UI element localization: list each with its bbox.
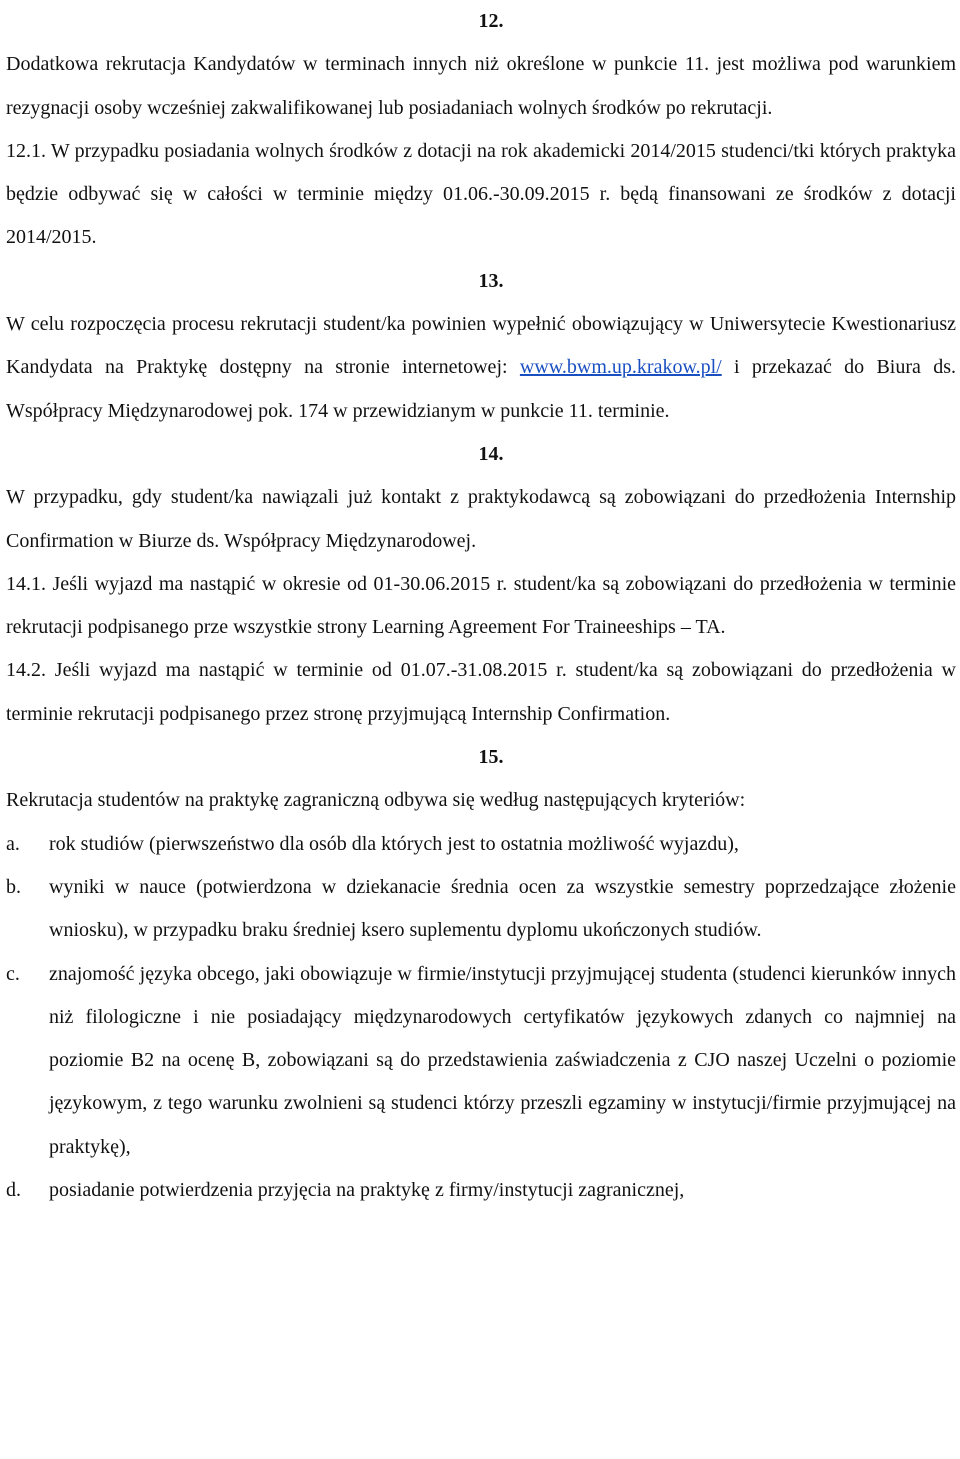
section-14-paragraph: W przypadku, gdy student/ka nawiązali już kontakt z praktykodawcą są zobowiązani do przedłożenia Internship Confirmation w Biurze ds. Współpracy Międzynarodowej. [6, 486, 956, 552]
section-12-heading: 12. [478, 10, 504, 32]
section-14-1-paragraph: 14.1. Jeśli wyjazd ma nastąpić w okresie od 01-30.06.2015 r. student/ka są zobowiązani do przedłożenia w terminie rekrutacji podpisanego prze wszystkie strony Learning Agreement For Traineeships – TA. [6, 572, 956, 639]
list-item-text: rok studiów (pierwszeństwo dla osób dla których jest to ostatnia możliwość wyjazdu), [49, 832, 739, 855]
section-15-heading: 15. [478, 746, 504, 769]
section-12-paragraph: Dodatkowa rekrutacja Kandydatów w terminach innych niż określone w punkcie 11. jest możliwa pod warunkiem rezygnacji osoby wcześniej zakwalifikowanej lub posiadaniach wolnych środków po rekrutacji. [6, 53, 956, 119]
document-page [6, 0, 956, 1212]
list-item-text: posiadanie potwierdzenia przyjęcia na praktykę z firmy/instytucji zagranicznej, [49, 1179, 685, 1202]
list-marker: b. [6, 875, 21, 898]
section-13-text-after: i przekazać do Biura ds. Współpracy Międzynarodowej pok. 174 w przewidzianym w punkcie 11. terminie. [6, 356, 956, 422]
list-marker: c. [6, 962, 20, 985]
section-12-1-paragraph: 12.1. W przypadku posiadania wolnych środków z dotacji na rok akademicki 2014/2015 studenci/tki których praktyka będzie odbywać się w całości w terminie między 01.06.-30.09.2015 r. będą finansowani ze środków z dotacji 2014/2015. [6, 139, 956, 249]
section-13-heading: 13. [478, 269, 504, 292]
list-marker: d. [6, 1179, 21, 1202]
section-13-text-before: W celu rozpoczęcia procesu rekrutacji student/ka powinien wypełnić obowiązujący w Uniwersytecie Kwestionariusz Kandydata na Praktykę dostępny na stronie internetowej: [6, 313, 956, 379]
section-14-2-paragraph: 14.2. Jeśli wyjazd ma nastąpić w terminie od 01.07.-31.08.2015 r. student/ka są zobowiązani do przedłożenia w terminie rekrutacji podpisanego przez stronę przyjmującą Internship Confirmation. [6, 659, 956, 725]
list-item-text: wyniki w nauce (potwierdzona w dziekanacie średnia ocen za wszystkie semestry poprzedzające złożenie wniosku), w przypadku braku średniej ksero suplementu dyplomu ukończonych studiów. [49, 875, 956, 942]
list-marker: a. [6, 832, 20, 855]
section-13-paragraph [6, 303, 956, 433]
criteria-list-item [6, 1169, 956, 1212]
section-15-intro: Rekrutacja studentów na praktykę zagraniczną odbywa się według następujących kryteriów: [6, 789, 746, 812]
criteria-list-item [6, 866, 956, 953]
section-14-heading: 14. [478, 442, 504, 465]
list-item-text: znajomość języka obcego, jaki obowiązuje w firmie/instytucji przyjmującej studenta (studenci kierunków innych niż filologiczne i nie posiadający międzynarodowych certyfikatów językowych zdanych co najmniej na poziomie B2 na ocenę B, zobowiązani są do przedstawienia zaświadczenia z CJO naszej Uczelni o poziomie językowym, z tego warunku zwolnieni są studenci którzy przeszli egzaminy w instytucji/firmie przyjmującej na praktykę), [49, 962, 956, 1158]
criteria-list-item [6, 823, 956, 866]
bwm-website-link[interactable]: www.bwm.up.krakow.pl/ [519, 356, 722, 379]
criteria-list-item [6, 953, 956, 1169]
